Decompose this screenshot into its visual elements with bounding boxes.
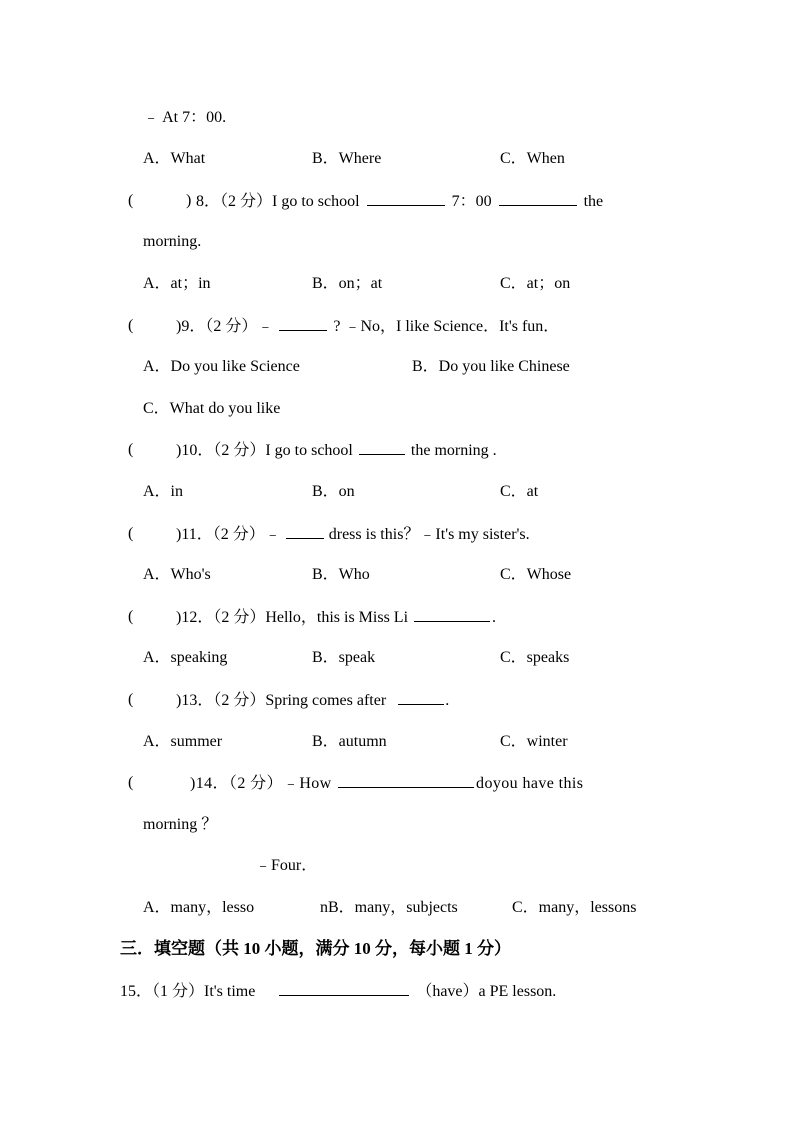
q14-option-c: C．many，lessons bbox=[512, 899, 637, 916]
q15-stem-text: 15．（1 分）It's time bbox=[120, 983, 256, 1000]
q10-stem bbox=[176, 440, 497, 461]
q8-option-c: C．at；on bbox=[500, 275, 571, 292]
q12-blank[interactable] bbox=[414, 607, 490, 622]
q10-open-paren: ( bbox=[128, 441, 134, 458]
q8-option-b: B．on；at bbox=[312, 275, 383, 292]
q10-option-b: B．on bbox=[312, 483, 355, 500]
q14-stem-end: doyou have this bbox=[476, 775, 584, 792]
q8-continuation: morning. bbox=[143, 233, 202, 250]
q12-stem-text: )12．（2 分）Hello，this is Miss Li bbox=[176, 609, 409, 626]
q10-stem-end: the morning . bbox=[410, 442, 497, 459]
q10-blank[interactable] bbox=[359, 440, 405, 455]
q8-stem bbox=[196, 191, 603, 212]
q14-answer-line: ﹣Four． bbox=[255, 857, 318, 874]
q11-option-a: A．Who's bbox=[143, 566, 211, 583]
q10-stem-text: )10．（2 分）I go to school bbox=[176, 442, 353, 459]
section-3-heading: 三．填空题（共 10 小题，满分 10 分，每小题 1 分） bbox=[120, 939, 511, 958]
q7-option-c: C．When bbox=[500, 150, 565, 167]
q12-stem bbox=[176, 607, 496, 628]
q15-stem bbox=[120, 981, 556, 1002]
q10-option-c: C．at bbox=[500, 483, 539, 500]
q9-option-c: C．What do you like bbox=[143, 400, 281, 417]
q13-stem bbox=[176, 690, 449, 711]
q11-blank[interactable] bbox=[286, 524, 324, 539]
q13-option-a: A．summer bbox=[143, 733, 223, 750]
q13-open-paren: ( bbox=[128, 691, 134, 708]
q8-option-a: A．at；in bbox=[143, 275, 211, 292]
q14-continuation: morning ？ bbox=[143, 816, 218, 833]
q14-stem-text: )14．（2 分）﹣How bbox=[190, 775, 332, 792]
q15-blank[interactable] bbox=[279, 981, 409, 996]
q13-blank[interactable] bbox=[398, 690, 444, 705]
q14-option-b: nB．many，subjects bbox=[320, 899, 458, 916]
q8-blank-2[interactable] bbox=[499, 191, 577, 206]
q9-blank[interactable] bbox=[279, 316, 327, 331]
q11-stem bbox=[176, 524, 530, 545]
q12-option-a: A．speaking bbox=[143, 649, 228, 666]
q13-option-c: C．winter bbox=[500, 733, 568, 750]
q8-stem-end: the bbox=[583, 193, 604, 210]
q9-option-a: A．Do you like Science bbox=[143, 358, 300, 375]
q14-open-paren: ( bbox=[128, 774, 134, 791]
q7-option-a: A．What bbox=[143, 150, 206, 167]
q9-stem-text: )9．（2 分）﹣ bbox=[176, 318, 274, 335]
q11-stem-text: )11．（2 分）﹣ bbox=[176, 526, 281, 543]
q12-option-c: C．speaks bbox=[500, 649, 570, 666]
q14-option-a: A．many，lesso bbox=[143, 899, 255, 916]
q11-option-c: C．Whose bbox=[500, 566, 572, 583]
q14-stem bbox=[190, 773, 583, 794]
q8-stem-text: 8．（2 分）I go to school bbox=[196, 193, 360, 210]
q8-stem-mid: 7：00 bbox=[451, 193, 492, 210]
q8-close-paren: ) bbox=[186, 192, 192, 209]
q12-open-paren: ( bbox=[128, 608, 134, 625]
q10-option-a: A．in bbox=[143, 483, 184, 500]
q9-stem bbox=[176, 316, 559, 337]
q11-stem-end: dress is this？﹣It's my sister's. bbox=[328, 526, 530, 543]
q9-open-paren: ( bbox=[128, 317, 134, 334]
q9-stem-end: ? ﹣No，I like Science．It's fun． bbox=[333, 318, 560, 335]
q11-open-paren: ( bbox=[128, 525, 134, 542]
q14-blank[interactable] bbox=[338, 773, 474, 788]
q13-option-b: B．autumn bbox=[312, 733, 387, 750]
q8-open-paren: ( bbox=[128, 192, 134, 209]
q7-answer-line: ﹣ At 7：00. bbox=[143, 109, 227, 126]
q7-option-b: B．Where bbox=[312, 150, 382, 167]
q12-option-b: B．speak bbox=[312, 649, 376, 666]
q15-stem-end: （have）a PE lesson. bbox=[416, 983, 557, 1000]
q9-option-b: B．Do you like Chinese bbox=[412, 358, 570, 375]
q13-stem-end: . bbox=[445, 692, 450, 709]
q8-blank-1[interactable] bbox=[367, 191, 445, 206]
q11-option-b: B．Who bbox=[312, 566, 370, 583]
q13-stem-text: )13．（2 分）Spring comes after bbox=[176, 692, 387, 709]
q12-stem-end: . bbox=[492, 609, 497, 626]
